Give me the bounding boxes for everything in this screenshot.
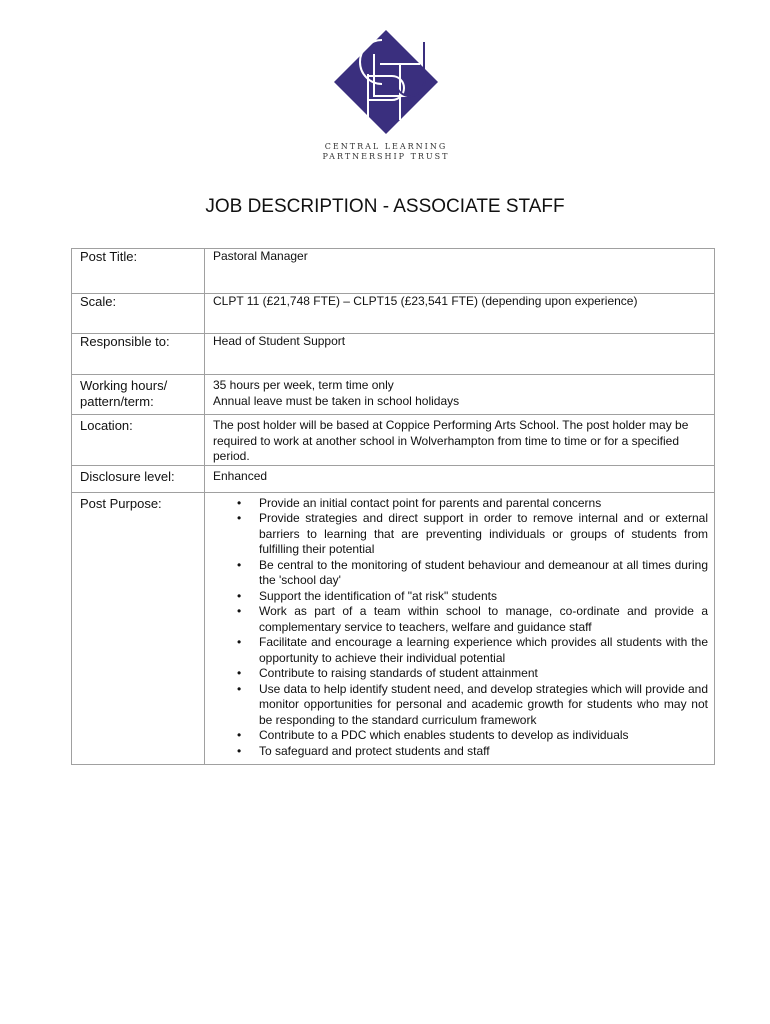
table-row <box>72 375 715 415</box>
row-label-disclosure-level: Disclosure level: <box>72 465 205 492</box>
row-value-disclosure-level: Enhanced <box>205 465 715 492</box>
list-item: • Support the identification of "at risk" students <box>259 589 708 605</box>
table-row <box>72 492 715 764</box>
row-label-working-hours-line2: pattern/term: <box>80 393 154 409</box>
list-item: • Contribute to raising standards of student attainment <box>259 666 708 682</box>
row-value-working-hours-line2: Annual leave must be taken in school holidays <box>213 393 460 408</box>
table-row <box>72 465 715 492</box>
job-description-table <box>71 248 715 765</box>
org-name-line2: PARTNERSHIP TRUST <box>322 152 450 161</box>
row-label-responsible-to: Responsible to: <box>72 334 205 375</box>
org-name-line1: CENTRAL LEARNING <box>324 142 448 151</box>
row-label-working-hours <box>72 375 205 415</box>
page-title: JOB DESCRIPTION - ASSOCIATE STAFF <box>205 196 565 217</box>
row-label-scale: Scale: <box>72 294 205 334</box>
org-name <box>300 142 472 162</box>
list-item: • Work as part of a team within school to manage, co-ordinate and provide a complementary service to teachers, welfare and guidance staff <box>259 604 708 635</box>
row-value-scale: CLPT 11 (£21,748 FTE) – CLPT15 (£23,541 FTE) (depending upon experience) <box>205 294 715 334</box>
post-purpose-list <box>213 496 708 760</box>
row-label-post-purpose: Post Purpose: <box>72 492 205 764</box>
list-item: • To safeguard and protect students and staff <box>259 744 708 760</box>
list-item: • Provide an initial contact point for parents and parental concerns <box>259 496 708 512</box>
list-item: • Be central to the monitoring of student behaviour and demeanour at all times during the 'school day' <box>259 558 708 589</box>
row-label-post-title: Post Title: <box>72 249 205 294</box>
row-value-working-hours <box>205 375 715 415</box>
list-item: • Provide strategies and direct support in order to remove internal and or external barriers to learning that are preventing individuals or groups of students from fulfilling their potential <box>259 511 708 558</box>
list-item: • Use data to help identify student need, and develop strategies which will provide and monitor opportunities for personal and academic growth for students who may not be responding to the standard curriculum framework <box>259 682 708 729</box>
list-item: • Contribute to a PDC which enables students to develop as individuals <box>259 728 708 744</box>
table-row <box>72 294 715 334</box>
row-label-location: Location: <box>72 415 205 466</box>
row-value-working-hours-line1: 35 hours per week, term time only <box>213 378 394 392</box>
row-label-working-hours-line1: Working hours/ <box>80 378 168 393</box>
table-row <box>72 334 715 375</box>
row-value-post-purpose <box>205 492 715 764</box>
list-item: • Facilitate and encourage a learning experience which provides all students with the opportunity to achieve their individual potential <box>259 635 708 666</box>
table-row <box>72 249 715 294</box>
row-value-post-title: Pastoral Manager <box>205 249 715 294</box>
table-row <box>72 415 715 466</box>
row-value-location: The post holder will be based at Coppice Performing Arts School. The post holder may be required to work at another school in Wolverhampton from time to time or for a specified period. <box>205 415 715 466</box>
row-value-responsible-to: Head of Student Support <box>205 334 715 375</box>
